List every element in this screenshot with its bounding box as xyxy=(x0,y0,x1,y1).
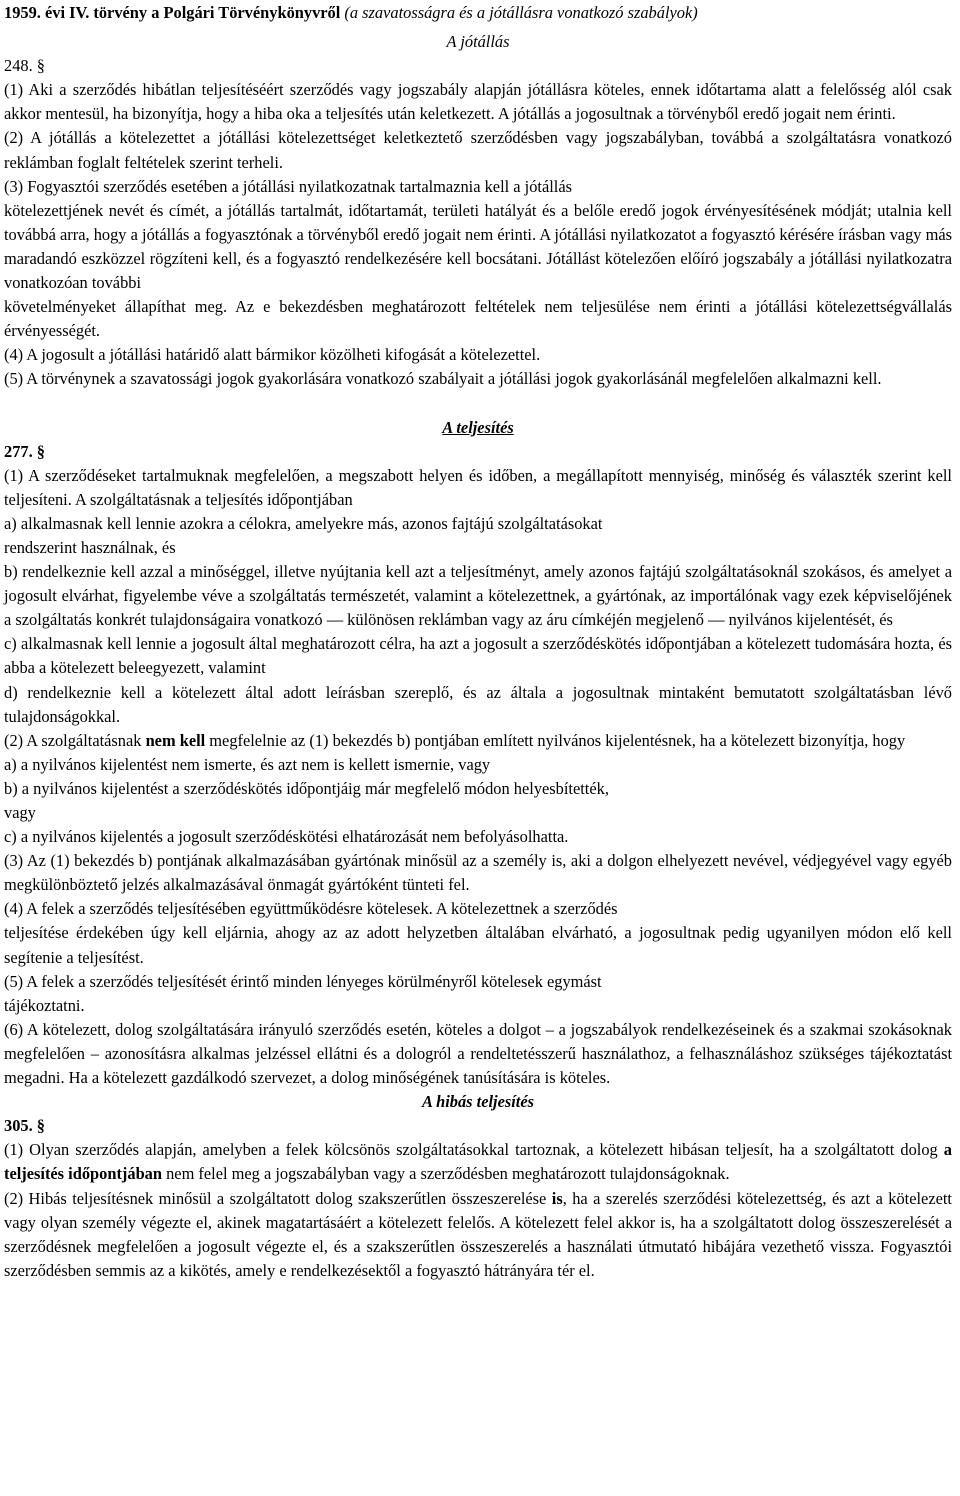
text-emphasis: a teljesítés időpontjában xyxy=(4,1140,952,1184)
text-paragraph: (1) A szerződéseket tartalmuknak megfelelően, a megszabott helyen és időben, a megállapított mennyiség, minőség és választék szerint kell teljesíteni. A szolgáltatásnak a teljesítés időpontjában xyxy=(4,465,952,509)
text-paragraph: a) a nyilvános kijelentést nem ismerte, és azt nem is kellett ismernie, vagy xyxy=(4,754,491,774)
text-paragraph: d) rendelkeznie kell a kötelezett által adott leírásban szereplő, és az általa a jogosultnak mintaként bemutatott szolgáltatásban lévő tulajdonságokkal. xyxy=(4,682,952,726)
text-paragraph: (5) A felek a szerződés teljesítését érintő minden lényeges körülményről kötelesek egymást xyxy=(4,971,602,991)
text-paragraph: c) a nyilvános kijelentés a jogosult szerződéskötési elhatározását nem befolyásolhatta. xyxy=(4,827,569,847)
text-paragraph: (1) Aki a szerződés hibátlan teljesítéséért szerződés vagy jogszabály alapján jótállásra köteles, ennek időtartama alatt a felelősség alól csak akkor mentesül, ha bizonyítja, hogy a hiba oka a teljesítés után keletkezett. A jótállás a jogosultnak a törvényből eredő jogait nem érinti. xyxy=(4,80,952,124)
paragraph-number-248: 248. § xyxy=(4,56,45,76)
section-heading-hibas-teljesites: A hibás teljesítés xyxy=(421,1092,534,1112)
text-paragraph: b) rendelkeznie kell azzal a minőséggel, illetve nyújtania kell azt a teljesítményt, amely azonos fajtájú szolgáltatásoknál szokásos, és amelyet a jogosult elvárhat, figyelembe véve a szolgáltatás természetét, valamint a kötelezettnek, a gyártónak, az importálónak vagy ezek képviselőjének a szolgáltatás konkrét tulajdonságaira vonatkozó — különösen reklámban vagy az áru címkéjén megjelenő — nyilvános kijelentését, és xyxy=(4,562,952,630)
text-paragraph: vagy xyxy=(4,803,36,822)
text-emphasis: is xyxy=(551,1188,563,1208)
title-scope: (a szavatosságra és a jótállásra vonatkozó szabályok) xyxy=(340,3,698,22)
text-paragraph: (2) A jótállás a kötelezettet a jótállási kötelezettséget keletkeztető szerződésben vagy jogszabályban, továbbá a szolgáltatásra vonatkozó reklámban foglalt feltételek szerint terheli. xyxy=(4,128,952,172)
text-run: nem felel meg a jogszabályban vagy a szerződésben meghatározott tulajdonságoknak. xyxy=(162,1164,730,1184)
spacer xyxy=(4,392,952,416)
text-run: (2) A szolgáltatásnak xyxy=(4,730,146,750)
text-paragraph: (4) A felek a szerződés teljesítésében együttműködésre kötelesek. A kötelezettnek a szerződés xyxy=(4,899,618,919)
text-paragraph: (6) A kötelezett, dolog szolgáltatására irányuló szerződés esetén, köteles a dolgot – a jogszabályok rendelkezéseinek és a szakmai szokásoknak megfelelően – azonosításra alkalmas jelzéssel ellátni és a dologról a rendeltetésszerű használathoz, a felhasználáshoz szükséges tájékoztatást megadni. Ha a kötelezett gazdálkodó szervezet, a dolog minőségének tanúsítására is köteles. xyxy=(4,1019,952,1088)
text-paragraph xyxy=(4,729,952,753)
text-paragraph: kötelezettjének nevét és címét, a jótállás tartalmát, időtartamát, területi hatályát és a belőle eredő jogok érvényesítésének módját; utalnia kell továbbá arra, hogy a jótállás a fogyasztónak a törvényből eredő jogait nem érinti. A jótállási nyilatkozatot a fogyasztó kérésére írásban vagy más maradandó eszközzel rögzíteni kell, és a fogyasztó rendelkezésére kell bocsátani. Jótállást kötelezően előíró jogszabály a jótállási nyilatkozatra vonatkozóan további xyxy=(4,200,952,293)
paragraph-number-305: 305. § xyxy=(4,1116,45,1136)
document-title xyxy=(4,1,952,25)
section-heading-jotallas: A jótállás xyxy=(446,32,510,52)
text-paragraph: követelményeket állapíthat meg. Az e bekezdésben meghatározott feltételek nem teljesülése nem érinti a jótállási kötelezettségvállalás érvényességét. xyxy=(4,297,952,341)
text-run: , ha a szerelés szerződési kötelezettség, és azt a kötelezett vagy olyan személy végezte el, akinek magatartásáért a kötelezett felelős. A kötelezett felel akkor is, ha a szolgáltatott dolog összeszerelését a szerződésnek megfelelően a jogosult végezte el, és a szakszerűtlen összeszerelés a használati útmutató hibájára vezethető vissza. Fogyasztói szerződésben semmis az a kikötés, amely e rendelkezésektől a fogyasztó hátrányára tér el. xyxy=(4,1188,952,1280)
text-paragraph xyxy=(4,1138,952,1186)
text-paragraph: (3) Az (1) bekezdés b) pontjának alkalmazásában gyártónak minősül az a személy is, aki a dolgon elhelyezett nevével, védjegyével vagy egyéb megkülönböztető jelzés alkalmazásával önmagát gyártóként tünteti fel. xyxy=(4,851,952,895)
text-paragraph xyxy=(4,1187,952,1283)
title-law: 1959. évi IV. törvény a Polgári Törvénykönyvről xyxy=(4,3,341,22)
text-paragraph: a) alkalmasnak kell lennie azokra a célokra, amelyekre más, azonos fajtájú szolgáltatásokat xyxy=(4,513,603,533)
text-paragraph: (3) Fogyasztói szerződés esetében a jótállási nyilatkozatnak tartalmaznia kell a jótállás xyxy=(4,176,572,196)
text-paragraph: rendszerint használnak, és xyxy=(4,537,176,557)
text-paragraph: (5) A törvénynek a szavatossági jogok gyakorlására vonatkozó szabályait a jótállási jogok gyakorlásánál megfelelően alkalmazni kell. xyxy=(4,369,882,389)
paragraph-number-277: 277. § xyxy=(4,441,45,461)
text-paragraph: b) a nyilvános kijelentést a szerződéskötés időpontjáig már megfelelő módon helyesbítették, xyxy=(4,778,609,798)
text-run: megfelelnie az (1) bekezdés b) pontjában említett nyilvános kijelentésnek, ha a kötelezett bizonyítja, hogy xyxy=(205,730,906,750)
text-emphasis: nem kell xyxy=(145,730,206,750)
text-paragraph: (4) A jogosult a jótállási határidő alatt bármikor közölheti kifogását a kötelezettel. xyxy=(4,345,541,365)
text-run: (2) Hibás teljesítésnek minősül a szolgáltatott dolog szakszerűtlen összeszerelése xyxy=(4,1188,552,1208)
section-heading-teljesites: A teljesítés xyxy=(442,417,514,437)
text-run: (1) Olyan szerződés alapján, amelyben a felek kölcsönös szolgáltatásokkal tartoznak, a kötelezett hibásan teljesít, ha a szolgáltatott dolog xyxy=(4,1140,944,1160)
text-paragraph: teljesítése érdekében úgy kell eljárnia, ahogy az az adott helyzetben általában elvárható, a jogosultnak pedig ugyanilyen módon elő kell segítenie a teljesítést. xyxy=(4,923,952,967)
text-paragraph: c) alkalmasnak kell lennie a jogosult által meghatározott célra, ha azt a jogosult a szerződéskötés időpontjában a kötelezett tudomására hozta, és abba a kötelezett beleegyezett, valamint xyxy=(4,634,952,678)
text-paragraph: tájékoztatni. xyxy=(4,995,85,1015)
